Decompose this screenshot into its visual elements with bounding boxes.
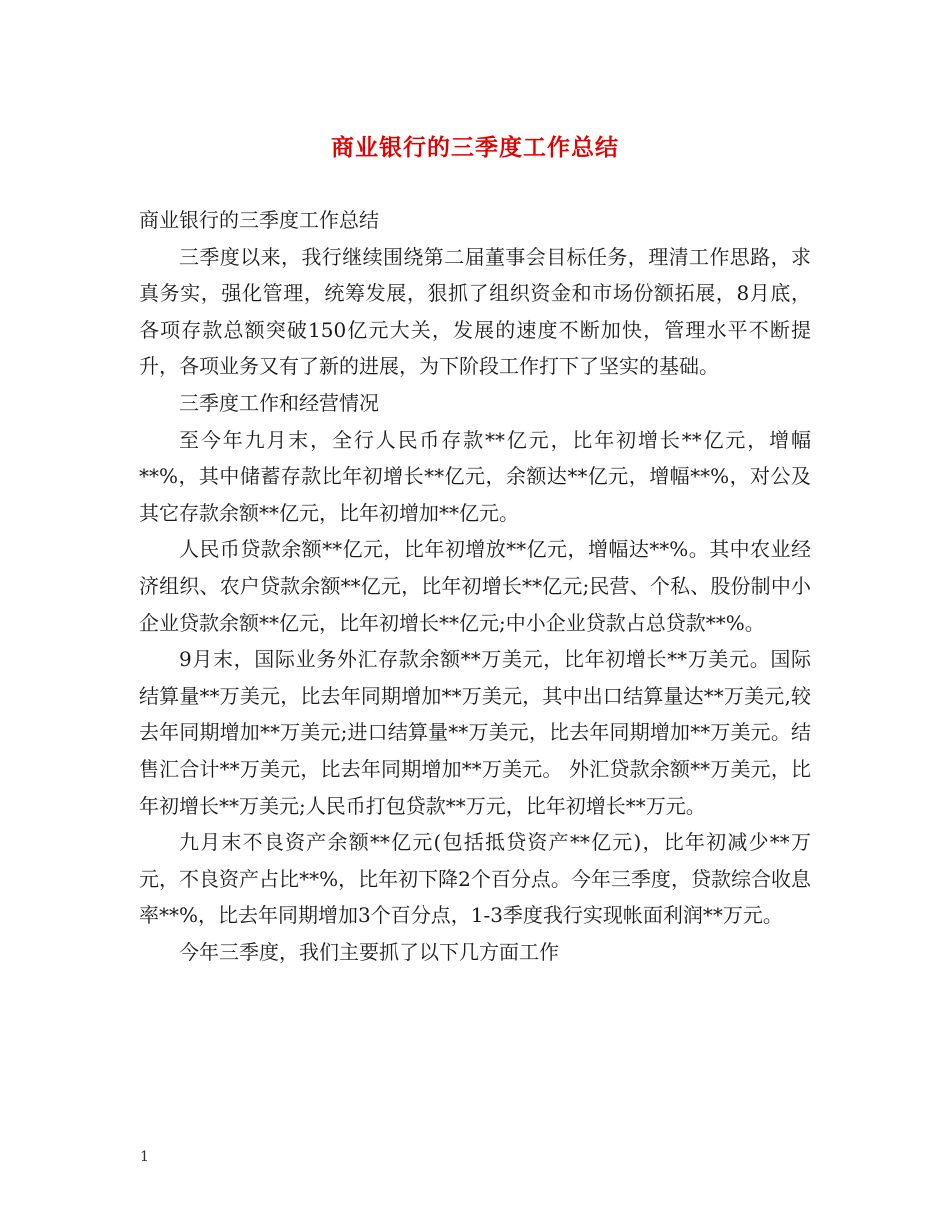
paragraph-work: 今年三季度，我们主要抓了以下几方面工作 [179,939,559,964]
paragraph-loans: 人民币贷款余额**亿元，比年初增放**亿元，增幅达**%。其中农业经济组织、农户贷款余额**亿元，比年初增长**亿元;民营、个私、股份制中小企业贷款余额**亿元，比年初增长**亿元;中小企业贷款占总贷款**%。 [139,537,811,635]
body-heading: 商业银行的三季度工作总结 [139,208,379,232]
section-heading: 三季度工作和经营情况 [179,390,379,415]
document-body [139,202,811,970]
paragraph-international: 9月末，国际业务外汇存款余额**万美元，比年初增长**万美元。国际结算量**万美元，比去年同期增加**万美元，其中出口结算量达**万美元,较去年同期增加**万美元;进口结算量**万美元，比去年同期增加**万美元。结售汇合计**万美元，比去年同期增加**万美元。 外汇贷款余额**万美元，比年初增长**万美元;人民币打包贷款**万元，比年初增长**万元。 [139,647,811,818]
paragraph-assets: 九月末不良资产余额**亿元(包括抵贷资产**亿元)，比年初减少**万元，不良资产占比**%，比年初下降2个百分点。今年三季度，贷款综合收息率**%，比去年同期增加3个百分点，1-3季度我行实现帐面利润**万元。 [139,830,811,928]
page-number: 1 [140,1149,149,1165]
paragraph-intro: 三季度以来，我行继续围绕第二届董事会目标任务，理清工作思路，求真务实，强化管理，统筹发展，狠抓了组织资金和市场份额拓展，8月底，各项存款总额突破150亿元大关，发展的速度不断加快，管理水平不断提升，各项业务又有了新的进展，为下阶段工作打下了坚实的基础。 [139,244,811,379]
document-title: 商业银行的三季度工作总结 [331,134,619,161]
paragraph-deposits: 至今年九月末，全行人民币存款**亿元，比年初增长**亿元，增幅**%，其中储蓄存款比年初增长**亿元，余额达**亿元，增幅**%，对公及其它存款余额**亿元，比年初增加**亿元。 [139,427,811,525]
